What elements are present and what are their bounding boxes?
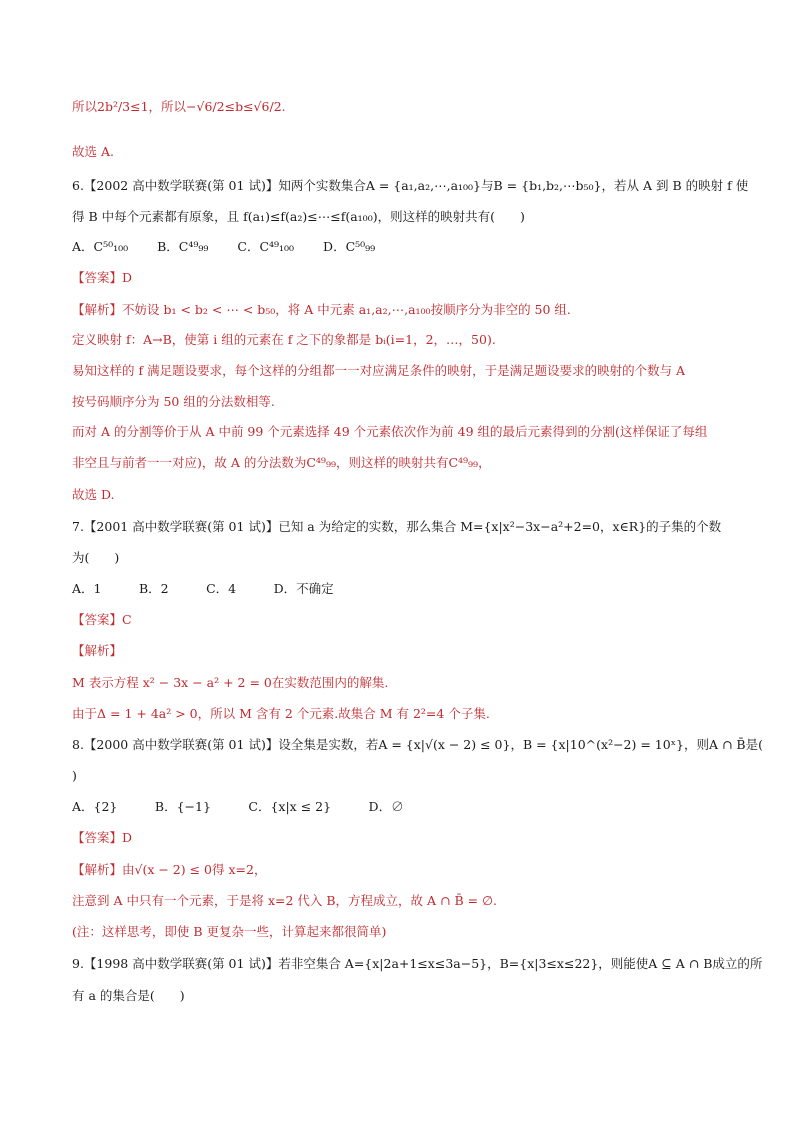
question-6-line-2: 得 B 中每个元素都有原象，且 f(a₁)≤f(a₂)≤⋯≤f(a₁₀₀)，则这样的映射共有( ) (72, 209, 525, 224)
analysis-6-line-1: 【解析】不妨设 b₁ < b₂ < ⋯ < b₅₀，将 A 中元素 a₁,a₂,⋯,a₁₀₀按顺序分为非空的 50 组. (72, 302, 571, 317)
question-7-line-2: 为( ) (72, 550, 120, 565)
analysis-6-line-4: 按号码顺序分为 50 组的分法数相等. (72, 394, 275, 409)
analysis-6-line-3: 易知这样的 f 满足题设要求，每个这样的分组都一一对应满足条件的映射，于是满足题设要求的映射的个数与 A (72, 363, 686, 378)
analysis-6-line-2: 定义映射 f：A→B，使第 i 组的元素在 f 之下的象都是 bᵢ(i=1，2，…，50). (72, 332, 496, 347)
answer-7: 【答案】C (72, 612, 132, 627)
analysis-7-line-1: M 表示方程 x² − 3x − a² + 2 = 0在实数范围内的解集. (72, 675, 389, 690)
analysis-6-line-7: 故选 D. (72, 487, 115, 502)
analysis-8-line-2: 注意到 A 中只有一个元素，于是将 x=2 代入 B，方程成立，故 A ∩ B̄ = ∅. (72, 893, 497, 908)
question-8-options: A．{2} B．{−1} C．{x|x ≤ 2} D．∅ (72, 799, 404, 814)
question-9-line-1: 9.【1998 高中数学联赛(第 01 试)】若非空集合 A={x|2a+1≤x≤3a−5}，B={x|3≤x≤22}，则能使A ⊆ A ∩ B成立的所 (72, 956, 763, 971)
question-6-options: A．C⁵⁰₁₀₀ B．C⁴⁹₉₉ C．C⁴⁹₁₀₀ D．C⁵⁰₉₉ (72, 239, 376, 254)
analysis-7-line-2: 由于Δ = 1 + 4a² > 0，所以 M 含有 2 个元素.故集合 M 有 2²=4 个子集. (72, 706, 490, 721)
analysis-8-note: (注：这样思考，即使 B 更复杂一些，计算起来都很简单) (72, 924, 387, 939)
analysis-6-line-6: 非空且与前者一一对应)，故 A 的分法数为C⁴⁹₉₉，则这样的映射共有C⁴⁹₉₉， (72, 455, 491, 470)
question-8-line-1: 8.【2000 高中数学联赛(第 01 试)】设全集是实数，若A = {x|√(x − 2) ≤ 0}，B = {x|10^(x²−2) = 10ˣ}，则A ∩ B̄是( (72, 737, 763, 752)
analysis-7-heading: 【解析】 (72, 643, 123, 658)
question-7-line-1: 7.【2001 高中数学联赛(第 01 试)】已知 a 为给定的实数，那么集合 M={x|x²−3x−a²+2=0，x∈R}的子集的个数 (72, 519, 722, 534)
question-9-line-2: 有 a 的集合是( ) (72, 988, 185, 1003)
analysis-6-line-5: 而对 A 的分割等价于从 A 中前 99 个元素选择 49 个元素依次作为前 49 组的最后元素得到的分割(这样保证了每组 (72, 424, 708, 439)
text-line-1: 所以2b²/3≤1，所以−√6/2≤b≤√6/2. (72, 99, 286, 114)
question-8-line-2: ) (72, 768, 77, 783)
question-7-options: A．1 B．2 C．4 D．不确定 (72, 581, 334, 596)
question-6-line-1: 6.【2002 高中数学联赛(第 01 试)】知两个实数集合A = {a₁,a₂,⋯,a₁₀₀}与B = {b₁,b₂,⋯b₅₀}，若从 A 到 B 的映射 f 使 (72, 178, 749, 193)
answer-8: 【答案】D (72, 830, 133, 845)
answer-6: 【答案】D (72, 270, 133, 285)
text-line-2: 故选 A. (72, 144, 114, 159)
analysis-8-line-1: 【解析】由√(x − 2) ≤ 0得 x=2， (72, 862, 267, 877)
